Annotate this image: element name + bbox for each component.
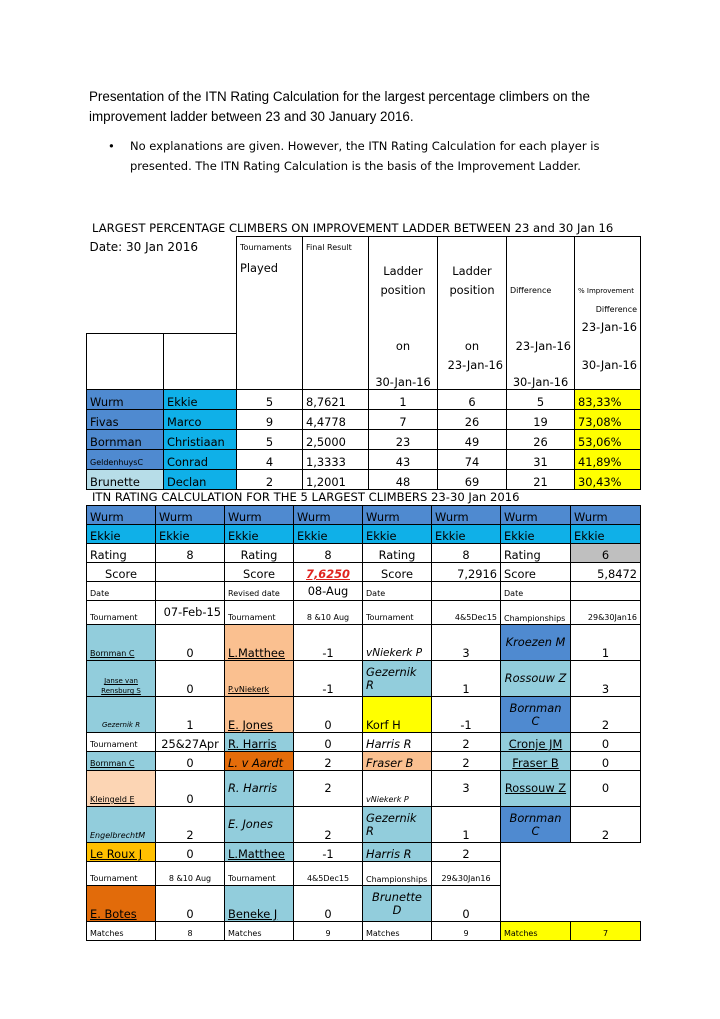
revised-score: 7,6250 (306, 567, 350, 581)
cell (156, 563, 225, 582)
cell: Tournament (87, 601, 156, 625)
cell: Tournament (87, 862, 156, 886)
header-ladder-1: Ladder (369, 259, 438, 278)
cell: Tournament (225, 862, 294, 886)
cell: 0 (571, 771, 641, 807)
cell-diff: 21 (507, 470, 575, 490)
cell: Championships (501, 601, 571, 625)
cell: 7,2916 (432, 563, 501, 582)
cell: Wurm (156, 506, 225, 525)
table1-heading: LARGEST PERCENTAGE CLIMBERS ON IMPROVEMENT LADDER BETWEEN 23 and 30 Jan 16 (92, 221, 614, 235)
cell: Harris R (363, 733, 432, 752)
header-30jan-diff: 30-Jan-16 (507, 372, 575, 390)
cell: -1 (294, 625, 363, 661)
cell: Score (87, 563, 156, 582)
cell-played: 9 (237, 410, 303, 430)
cell: 0 (156, 843, 225, 862)
table-row (87, 410, 641, 430)
cell: Date (363, 582, 432, 601)
cell: 8 &10 Aug (156, 862, 225, 886)
cell: Tournament (225, 601, 294, 625)
cell: 0 (294, 697, 363, 733)
cell: 08-Aug (294, 582, 363, 601)
cell: 3 (432, 625, 501, 661)
cell-result: 1,2001 (303, 470, 369, 490)
cell: 0 (294, 886, 363, 922)
cell: Kleingeld E (87, 771, 156, 807)
cell-surname: Brunette (87, 470, 164, 490)
header-pct-improvement: % Improvement (575, 237, 641, 297)
cell: Wurm (571, 506, 641, 525)
cell-pos30: 48 (369, 470, 438, 490)
table-row (87, 430, 641, 450)
cell-pos30: 43 (369, 450, 438, 470)
cell: 2 (294, 807, 363, 843)
cell: vNiekerk P (363, 625, 432, 661)
header-23jan-pos: 23-Jan-16 (438, 353, 507, 372)
cell: 0 (294, 733, 363, 752)
cell: Ekkie (571, 525, 641, 544)
cell: Fraser B (363, 752, 432, 771)
cell-pos30: 1 (369, 390, 438, 410)
cell: Ekkie (501, 525, 571, 544)
cell-played: 5 (237, 430, 303, 450)
cell: 0 (432, 886, 501, 922)
climbers-table (86, 236, 641, 490)
table-row (87, 922, 641, 941)
cell: 07-Feb-15 (156, 601, 225, 625)
cell: L. v Aardt (225, 752, 294, 771)
cell: -1 (294, 843, 363, 862)
cell-pos30: 7 (369, 410, 438, 430)
cell: Rating (363, 544, 432, 563)
cell-diff: 19 (507, 410, 575, 430)
cell: Score (501, 563, 571, 582)
cell: Rating (225, 544, 294, 563)
cell (432, 582, 501, 601)
cell: Tournament (87, 733, 156, 752)
cell: Wurm (294, 506, 363, 525)
cell: Wurm (501, 506, 571, 525)
cell: L.Matthee (225, 625, 294, 661)
header-played: Played (237, 259, 303, 278)
table-row (87, 733, 641, 752)
cell: Bornman C (501, 807, 571, 843)
cell: Janse van Rensburg S (87, 661, 156, 697)
table-row (87, 697, 641, 733)
intro-title: Presentation of the ITN Rating Calculation for the largest percentage climbers on the improvement ladder between 23 and 30 January 2016. (89, 89, 590, 124)
cell-pct: 30,43% (575, 470, 641, 490)
cell: 8 (156, 544, 225, 563)
header-position-2: position (438, 278, 507, 297)
cell-pos23: 6 (438, 390, 507, 410)
cell: 0 (156, 771, 225, 807)
cell-result: 2,5000 (303, 430, 369, 450)
cell: Date (87, 582, 156, 601)
table-row (87, 752, 641, 771)
cell-surname: Fivas (87, 410, 164, 430)
cell: Brunette D (363, 886, 432, 922)
header-difference: Difference (507, 278, 575, 297)
cell: Harris R (363, 843, 432, 862)
cell: Score (225, 563, 294, 582)
cell: 2 (432, 843, 501, 862)
cell: 0 (156, 661, 225, 697)
cell: 1 (432, 807, 501, 843)
header-ladder-2: Ladder (438, 259, 507, 278)
cell-pct: 83,33% (575, 390, 641, 410)
cell-name: Marco (164, 410, 237, 430)
cell-pos23: 74 (438, 450, 507, 470)
cell: Matches (87, 922, 156, 941)
cell: Score (363, 563, 432, 582)
header-23jan-diff: 23-Jan-16 (507, 334, 575, 353)
cell: 8 &10 Aug (294, 601, 363, 625)
table-row (87, 582, 641, 601)
table-row (87, 625, 641, 661)
table-row (87, 601, 641, 625)
cell: 8 (432, 544, 501, 563)
cell: 3 (432, 771, 501, 807)
cell: Matches (501, 922, 571, 941)
cell: Championships (363, 862, 432, 886)
table-row (87, 886, 641, 922)
cell: Ekkie (87, 525, 156, 544)
cell: L.Matthee (225, 843, 294, 862)
cell: Wurm (363, 506, 432, 525)
cell: Beneke J (225, 886, 294, 922)
cell: Gezernik R (87, 697, 156, 733)
cell: 8 (156, 922, 225, 941)
table-row (87, 506, 641, 525)
cell-pct: 41,89% (575, 450, 641, 470)
cell: Ekkie (363, 525, 432, 544)
cell: Le Roux J (87, 843, 156, 862)
cell (156, 582, 225, 601)
cell-surname: Wurm (87, 390, 164, 410)
table-row (87, 807, 641, 843)
cell-pos23: 49 (438, 430, 507, 450)
cell: 2 (294, 752, 363, 771)
table-row (87, 470, 641, 490)
cell: Wurm (87, 506, 156, 525)
cell: 0 (156, 752, 225, 771)
cell-pos30: 23 (369, 430, 438, 450)
table-row (87, 544, 641, 563)
itn-calculation-table (86, 505, 641, 941)
cell: Wurm (225, 506, 294, 525)
table-row (87, 563, 641, 582)
cell: vNiekerk P (363, 771, 432, 807)
cell-pct: 73,08% (575, 410, 641, 430)
cell: Matches (363, 922, 432, 941)
bullet-text: No explanations are given. However, the ITN Rating Calculation for each player is presented. The ITN Rating Calculation is the basis of the Improvement Ladder. (130, 139, 600, 173)
cell: 1 (571, 625, 641, 661)
cell: E. Botes (87, 886, 156, 922)
cell-name: Christiaan (164, 430, 237, 450)
header-position-1: position (369, 278, 438, 297)
cell-result: 1,3333 (303, 450, 369, 470)
cell-result: 4,4778 (303, 410, 369, 430)
cell: 1 (156, 697, 225, 733)
cell: Rating (501, 544, 571, 563)
cell: -1 (294, 661, 363, 697)
cell-played: 5 (237, 390, 303, 410)
table-row (87, 862, 641, 886)
cell: Revised date (225, 582, 294, 601)
cell: Ekkie (294, 525, 363, 544)
cell: E. Jones (225, 807, 294, 843)
cell: Ekkie (156, 525, 225, 544)
cell: 1 (432, 661, 501, 697)
table-row (87, 390, 641, 410)
cell-pct: 53,06% (575, 430, 641, 450)
cell: Date (501, 582, 571, 601)
cell: Rating (87, 544, 156, 563)
cell-surname: Bornman (87, 430, 164, 450)
cell: 6 (571, 544, 641, 563)
cell: EngelbrechtM (87, 807, 156, 843)
cell: 4&5Dec15 (432, 601, 501, 625)
cell: Wurm (432, 506, 501, 525)
cell: P.vNiekerk (225, 661, 294, 697)
table-row (87, 843, 641, 862)
table-row (87, 771, 641, 807)
cell-name: Conrad (164, 450, 237, 470)
cell: Ekkie (225, 525, 294, 544)
cell: Tournament (363, 601, 432, 625)
cell-pos23: 26 (438, 410, 507, 430)
cell-surname: GeldenhuysC (87, 450, 164, 470)
header-final-result: Final Result (303, 237, 369, 259)
cell: R. Harris (225, 771, 294, 807)
cell-diff: 31 (507, 450, 575, 470)
cell: Matches (225, 922, 294, 941)
cell: Kroezen M (501, 625, 571, 661)
cell: -1 (432, 697, 501, 733)
cell: 0 (571, 733, 641, 752)
cell: Gezernik R (363, 807, 432, 843)
cell: 2 (432, 752, 501, 771)
cell: Bornman C (87, 625, 156, 661)
table2-heading: ITN RATING CALCULATION FOR THE 5 LARGEST CLIMBERS 23-30 Jan 2016 (92, 490, 520, 504)
cell: 5,8472 (571, 563, 641, 582)
cell: 29&30Jan16 (432, 862, 501, 886)
cell: 2 (156, 807, 225, 843)
cell: 0 (156, 886, 225, 922)
cell: 2 (571, 807, 641, 843)
cell: Ekkie (432, 525, 501, 544)
cell-name: Ekkie (164, 390, 237, 410)
cell-played: 2 (237, 470, 303, 490)
cell: 0 (156, 625, 225, 661)
cell: Korf H (363, 697, 432, 733)
cell: R. Harris (225, 733, 294, 752)
cell: 4&5Dec15 (294, 862, 363, 886)
cell-result: 8,7621 (303, 390, 369, 410)
header-30jan-pos: 30-Jan-16 (369, 372, 438, 390)
cell: Cronje JM (501, 733, 571, 752)
cell: Rossouw Z (501, 661, 571, 697)
cell: Rossouw Z (501, 771, 571, 807)
cell: 9 (432, 922, 501, 941)
cell: E. Jones (225, 697, 294, 733)
cell: 3 (571, 661, 641, 697)
cell-pos23: 69 (438, 470, 507, 490)
table-row (87, 661, 641, 697)
cell: 29&30Jan16 (571, 601, 641, 625)
cell: 0 (571, 752, 641, 771)
cell: Fraser B (501, 752, 571, 771)
header-tournaments: Tournaments (237, 237, 303, 259)
header-23jan-pct: 23-Jan-16 (575, 316, 641, 334)
header-on-2: on (438, 334, 507, 353)
cell: 2 (294, 771, 363, 807)
cell: 2 (571, 697, 641, 733)
cell: 25&27Apr (156, 733, 225, 752)
cell (571, 582, 641, 601)
cell-played: 4 (237, 450, 303, 470)
cell: Gezernik R (363, 661, 432, 697)
cell: 9 (294, 922, 363, 941)
cell: 8 (294, 544, 363, 563)
table1-date: Date: 30 Jan 2016 (89, 240, 198, 254)
cell: Bornman C (501, 697, 571, 733)
cell-diff: 26 (507, 430, 575, 450)
header-difference-2: Difference (575, 297, 641, 316)
table-row (87, 525, 641, 544)
cell: 2 (432, 733, 501, 752)
table-row (87, 450, 641, 470)
cell-name: Declan (164, 470, 237, 490)
cell: 7 (571, 922, 641, 941)
header-30jan-pct: 30-Jan-16 (575, 353, 641, 372)
header-on-1: on (369, 334, 438, 353)
cell-diff: 5 (507, 390, 575, 410)
cell: Bornman C (87, 752, 156, 771)
bullet-icon: • (108, 139, 115, 153)
